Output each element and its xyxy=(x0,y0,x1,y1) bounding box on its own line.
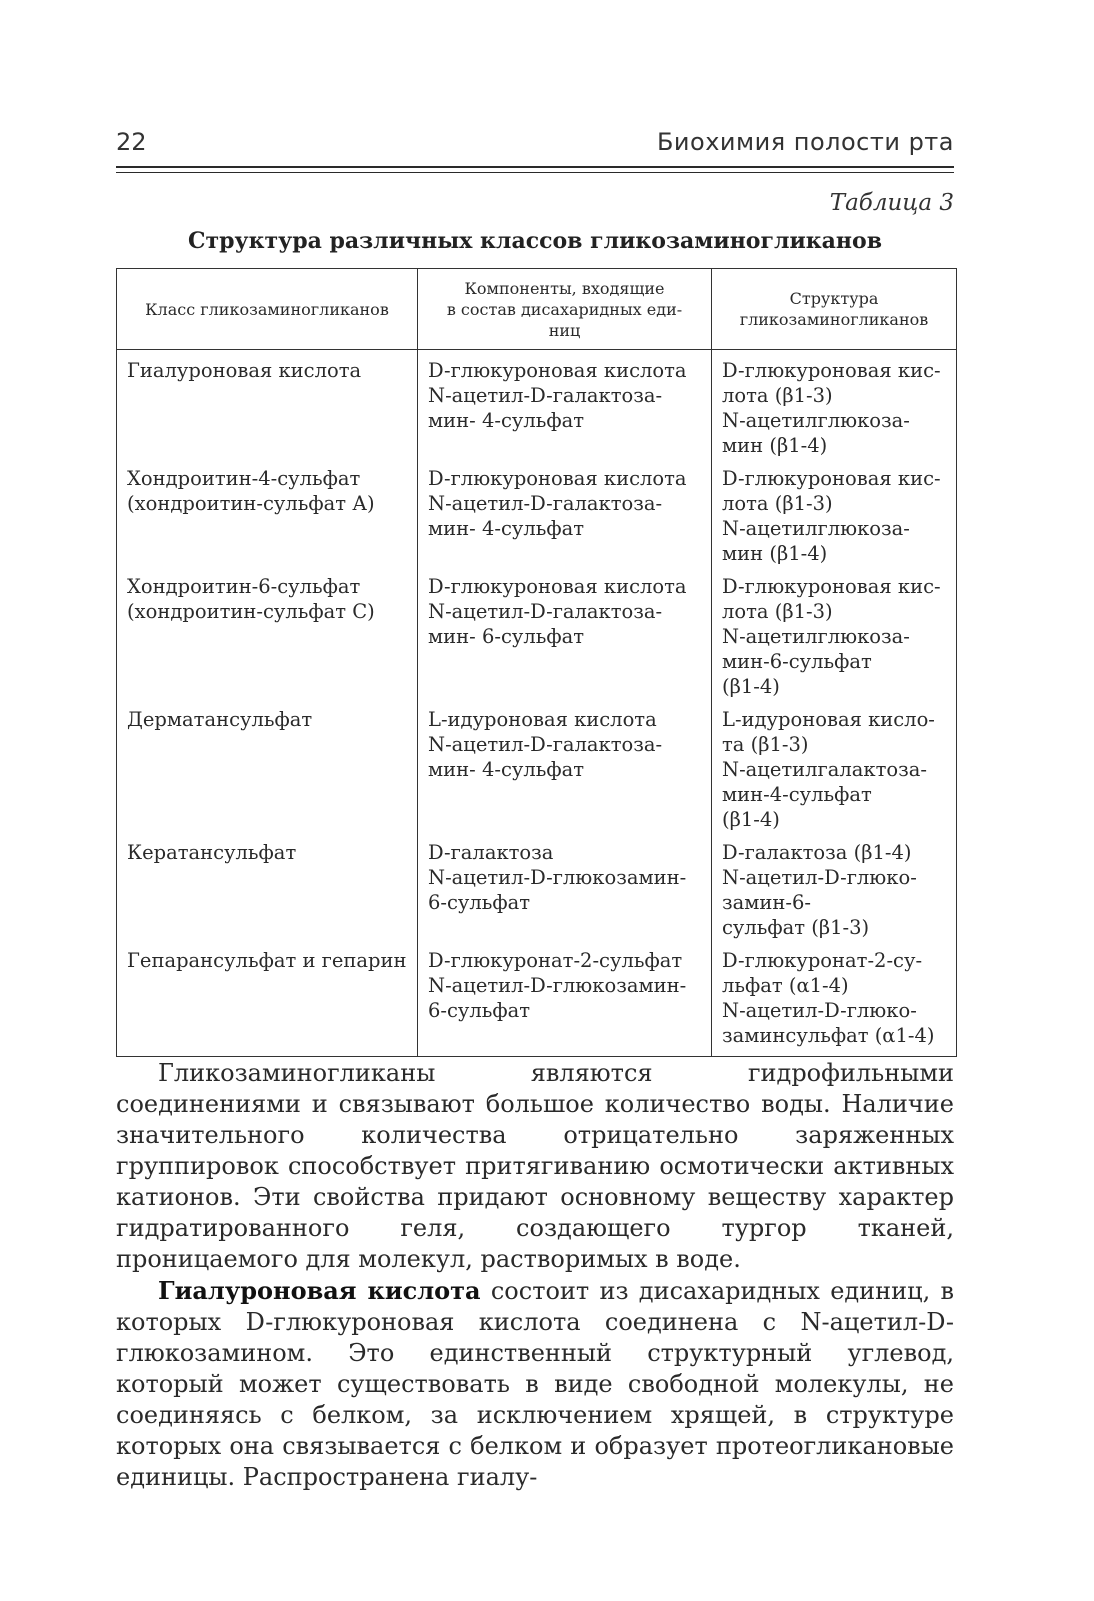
cell-components: D-глюкуроновая кислота N-ацетил-D-галактоза- мин- 4-сульфат xyxy=(418,350,712,459)
cell-structure: D-галактоза (β1-4) N-ацетил-D-глюко- замин-6- сульфат (β1-3) xyxy=(712,832,957,940)
header-rule-thin xyxy=(116,172,954,173)
table-header-row xyxy=(117,269,957,350)
column-header-components: Компоненты, входящие в состав дисахаридных еди- ниц xyxy=(418,269,712,350)
bold-term: Гиалуроновая кислота xyxy=(158,1276,481,1305)
table-row xyxy=(117,940,957,1057)
cell-class: Гепарансульфат и гепарин xyxy=(117,940,418,1057)
glycosaminoglycan-table xyxy=(116,268,957,1057)
paragraph: Гликозаминогликаны являются гидрофильными соединениями и связывают большое количество воды. Наличие значительного количества отрицательно заряженных группировок способствует притягиванию осмотически активных катионов. Эти свойства придают основному веществу характер гидратированного геля, создающего тургор тканей, проницаемого для молекул, растворимых в воде. xyxy=(116,1059,954,1273)
running-title: Биохимия полости рта xyxy=(656,128,954,156)
cell-components: D-глюкуроновая кислота N-ацетил-D-галактоза- мин- 4-сульфат xyxy=(418,458,712,566)
cell-class: Гиалуроновая кислота xyxy=(117,350,418,459)
cell-components: D-глюкуронат-2-сульфат N-ацетил-D-глюкозамин- 6-сульфат xyxy=(418,940,712,1057)
column-header-class: Класс гликозаминогликанов xyxy=(117,269,418,350)
cell-class: Дерматансульфат xyxy=(117,699,418,832)
table-row xyxy=(117,699,957,832)
header-rule xyxy=(116,166,954,168)
cell-structure: D-глюкуроновая кис- лота (β1-3) N-ацетилглюкоза- мин-6-сульфат (β1-4) xyxy=(712,566,957,699)
paragraph xyxy=(116,1275,954,1493)
table-caption: Таблица 3 xyxy=(829,190,954,216)
table-row xyxy=(117,566,957,699)
cell-class: Кератансульфат xyxy=(117,832,418,940)
table-row xyxy=(117,350,957,459)
column-header-structure: Структура гликозаминогликанов xyxy=(712,269,957,350)
cell-components: D-глюкуроновая кислота N-ацетил-D-галактоза- мин- 6-сульфат xyxy=(418,566,712,699)
page-number: 22 xyxy=(116,128,147,156)
paragraph-text: состоит из дисахаридных единиц, в которых D-глюкуроновая кислота соединена с N-ацетил-D-глюкозамином. Это единственный структурный углевод, который может существовать в виде свободной молекулы, не соединяясь с белком, за исключением хрящей, в структуре которых она связывается с белком и образует протеогликановые единицы. Распространена гиалу- xyxy=(116,1277,954,1491)
cell-components: D-галактоза N-ацетил-D-глюкозамин- 6-сульфат xyxy=(418,832,712,940)
cell-class: Хондроитин-6-сульфат (хондроитин-сульфат С) xyxy=(117,566,418,699)
table-row xyxy=(117,832,957,940)
cell-structure: D-глюкуроновая кис- лота (β1-3) N-ацетилглюкоза- мин (β1-4) xyxy=(712,350,957,459)
cell-class: Хондроитин-4-сульфат (хондроитин-сульфат А) xyxy=(117,458,418,566)
cell-structure: D-глюкуронат-2-су- льфат (α1-4) N-ацетил-D-глюко- заминсульфат (α1-4) xyxy=(712,940,957,1057)
cell-structure: L-идуроновая кисло- та (β1-3) N-ацетилгалактоза- мин-4-сульфат (β1-4) xyxy=(712,699,957,832)
cell-structure: D-глюкуроновая кис- лота (β1-3) N-ацетилглюкоза- мин (β1-4) xyxy=(712,458,957,566)
cell-components: L-идуроновая кислота N-ацетил-D-галактоза- мин- 4-сульфат xyxy=(418,699,712,832)
table-row xyxy=(117,458,957,566)
body-text xyxy=(116,1058,954,1493)
table-title: Структура различных классов гликозаминогликанов xyxy=(188,228,882,254)
